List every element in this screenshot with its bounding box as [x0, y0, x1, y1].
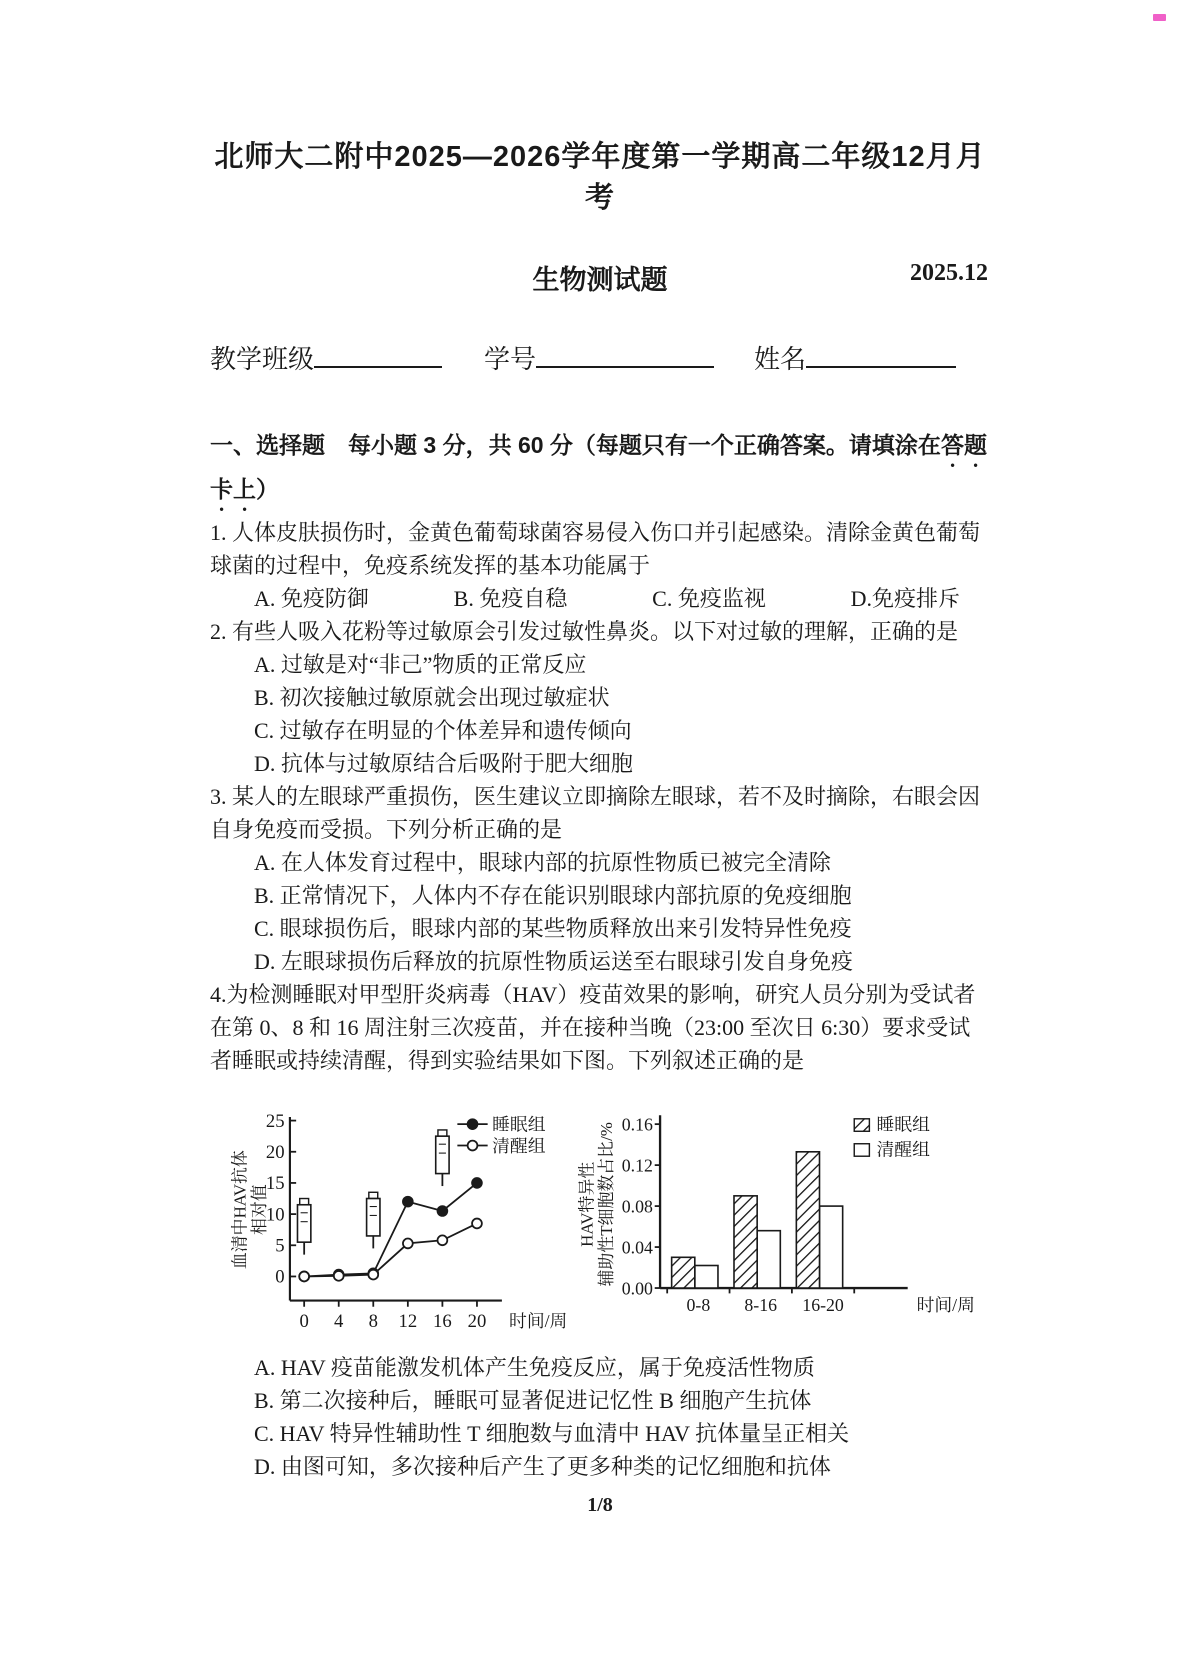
name-field-label: 姓名	[754, 344, 807, 374]
svg-text:时间/周: 时间/周	[916, 1295, 976, 1316]
svg-text:0.08: 0.08	[622, 1196, 654, 1217]
svg-text:0: 0	[275, 1266, 285, 1288]
question-1-option-c: C. 免疫监视	[652, 586, 766, 611]
question-4-figure	[224, 1079, 990, 1351]
question-3	[210, 780, 990, 978]
svg-text:20: 20	[265, 1141, 285, 1163]
page-content	[210, 0, 990, 1522]
question-2-stem-text: 有些人吸入花粉等过敏原会引发过敏性鼻炎。以下对过敏的理解，正确的是	[232, 619, 959, 644]
question-1-number: 1.	[210, 520, 227, 545]
svg-text:0.04: 0.04	[622, 1237, 654, 1258]
svg-text:0: 0	[299, 1311, 309, 1333]
svg-text:0-8: 0-8	[686, 1295, 711, 1316]
svg-text:15: 15	[265, 1173, 285, 1195]
svg-text:0.00: 0.00	[622, 1278, 654, 1299]
question-4	[210, 978, 990, 1483]
svg-text:HAV特异性: HAV特异性	[577, 1161, 597, 1247]
svg-text:睡眠组: 睡眠组	[492, 1114, 546, 1135]
svg-text:0.12: 0.12	[622, 1155, 654, 1176]
question-3-option-c: C. 眼球损伤后，眼球内部的某些物质释放出来引发特异性免疫	[254, 916, 852, 941]
class-field-blank	[314, 338, 442, 368]
question-3-stem-text: 某人的左眼球严重损伤，医生建议立即摘除左眼球，若不及时摘除，右眼会因自身免疫而受损。下列分析正确的是	[210, 784, 981, 842]
section-header-suffix: ）	[256, 476, 279, 502]
section-header-text: 一、选择题 每小题 3 分，共 60 分（每题只有一个正确答案。请填涂在	[210, 432, 941, 458]
svg-text:16-20: 16-20	[802, 1295, 845, 1316]
question-4-stem	[210, 978, 990, 1077]
svg-text:12: 12	[398, 1311, 418, 1333]
student-info-row	[210, 338, 990, 378]
section-header	[210, 428, 990, 516]
svg-text:血清中HAV抗体: 血清中HAV抗体	[230, 1150, 250, 1270]
page-number: 1/8	[587, 1494, 613, 1516]
svg-text:清醒组: 清醒组	[492, 1135, 546, 1156]
page-title: 北师大二附中2025—2026学年度第一学期高二年级12月月考	[214, 141, 986, 214]
svg-text:5: 5	[275, 1235, 285, 1257]
exam-subject-title: 生物测试题	[532, 265, 668, 295]
question-2-option-b: B. 初次接触过敏原就会出现过敏症状	[254, 685, 610, 710]
section-header-emphasized: 答题卡上	[210, 432, 987, 502]
svg-text:辅助性T细胞数占比/%: 辅助性T细胞数占比/%	[597, 1122, 617, 1287]
svg-text:8-16: 8-16	[744, 1295, 778, 1316]
question-2-options	[210, 648, 990, 780]
question-2-option-a: A. 过敏是对“非己”物质的正常反应	[254, 652, 587, 677]
question-4-option-a: A. HAV 疫苗能激发机体产生免疫反应，属于免疫活性物质	[254, 1355, 815, 1380]
question-3-option-d: D. 左眼球损伤后释放的抗原性物质运送至右眼球引发自身免疫	[254, 949, 853, 974]
question-1	[210, 516, 990, 615]
student-id-field-blank	[536, 338, 714, 368]
question-3-options	[210, 846, 990, 978]
svg-text:16: 16	[433, 1311, 452, 1333]
question-2-number: 2.	[210, 619, 227, 644]
question-3-option-b: B. 正常情况下，人体内不存在能识别眼球内部抗原的免疫细胞	[254, 883, 852, 908]
svg-text:4: 4	[334, 1311, 344, 1333]
question-1-stem-text: 人体皮肤损伤时，金黄色葡萄球菌容易侵入伤口并引起感染。清除金黄色葡萄球菌的过程中，免疫系统发挥的基本功能属于	[210, 520, 981, 578]
question-4-options	[210, 1351, 990, 1483]
question-4-stem-text: 为检测睡眠对甲型肝炎病毒（HAV）疫苗效果的影响，研究人员分别为受试者在第 0、8 和 16 周注射三次疫苗，并在接种当晚（23:00 至次日 6:30）要求受试者睡眠或持续清醒，得到实验结果如下图。下列叙述正确的是	[210, 982, 976, 1073]
svg-text:0.16: 0.16	[622, 1114, 654, 1135]
svg-text:8: 8	[368, 1311, 378, 1333]
class-field-label: 教学班级	[210, 344, 315, 374]
question-2-option-c: C. 过敏存在明显的个体差异和遗传倾向	[254, 718, 632, 743]
subtitle-row	[210, 258, 990, 294]
name-field-blank	[806, 338, 956, 368]
svg-text:时间/周: 时间/周	[509, 1311, 568, 1332]
question-4-number: 4.	[210, 982, 227, 1007]
exam-date: 2025.12	[910, 260, 988, 286]
question-1-option-a: A. 免疫防御	[254, 586, 369, 611]
svg-text:20: 20	[467, 1311, 487, 1333]
question-4-option-c: C. HAV 特异性辅助性 T 细胞数与血清中 HAV 抗体量呈正相关	[254, 1421, 850, 1446]
question-2-option-d: D. 抗体与过敏原结合后吸附于肥大细胞	[254, 751, 633, 776]
question-3-option-a: A. 在人体发育过程中，眼球内部的抗原性物质已被完全清除	[254, 850, 831, 875]
question-3-stem	[210, 780, 990, 846]
question-1-option-d: D.免疫排斥	[850, 586, 960, 611]
question-2	[210, 615, 990, 780]
question-1-stem	[210, 516, 990, 582]
question-4-option-d: D. 由图可知，多次接种后产生了更多种类的记忆细胞和抗体	[254, 1454, 831, 1479]
question-3-number: 3.	[210, 784, 227, 809]
student-id-field-label: 学号	[484, 344, 537, 374]
question-4-option-b: B. 第二次接种后，睡眠可显著促进记忆性 B 细胞产生抗体	[254, 1388, 812, 1413]
question-1-option-b: B. 免疫自稳	[453, 586, 568, 611]
svg-text:清醒组: 清醒组	[876, 1139, 931, 1160]
scan-artifact-mark	[1153, 14, 1166, 21]
question-1-options	[210, 582, 990, 615]
svg-text:相对值: 相对值	[249, 1184, 269, 1236]
t-cell-bar-chart	[571, 1079, 990, 1351]
svg-text:25: 25	[265, 1110, 285, 1132]
svg-text:睡眠组: 睡眠组	[876, 1114, 931, 1135]
antibody-line-chart	[224, 1079, 571, 1351]
question-2-stem	[210, 615, 990, 648]
svg-text:10: 10	[265, 1204, 285, 1226]
